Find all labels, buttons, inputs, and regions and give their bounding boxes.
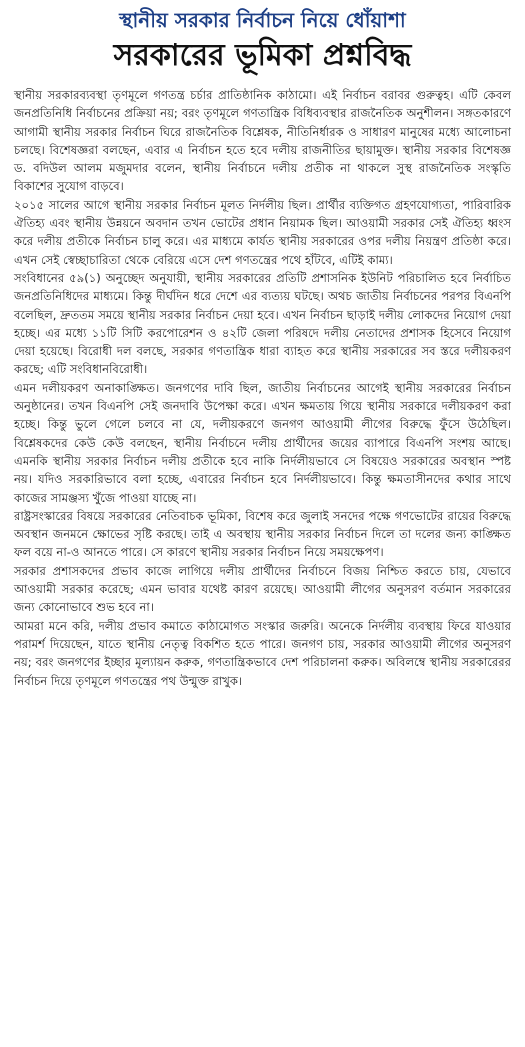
paragraph-5: রাষ্ট্রসংস্কারের বিষয়ে সরকারের নেতিবাচক ভূমিকা, বিশেষ করে জুলাই সনদের পক্ষে গণভোটের রায়ের বিরুদ্ধে অবস্থান জনমনে ক্ষোভের সৃষ্টি করছে। তাই এ অবস্থায় স্থানীয় সরকার নির্বাচন দিলে তা দলের জন্য কাঙ্ক্ষিত ফল বয়ে না-ও আনতে পারে। সে কারণে স্থানীয় সরকার নির্বাচন নিয়ে সময়ক্ষেপণ। [14,508,511,560]
article-body [14,86,511,690]
article-title: সরকারের ভূমিকা প্রশ্নবিদ্ধ [113,38,412,73]
paragraph-3: সংবিধানের ৫৯(১) অনুচ্ছেদ অনুযায়ী, স্থানীয় সরকারের প্রতিটি প্রশাসনিক ইউনিট পরিচালিত হবে নির্বাচিত জনপ্রতিনিধিদের মাধ্যমে। কিন্তু দীর্ঘদিন ধরে দেশে এর ব্যত্যয় ঘটছে। অথচ জাতীয় নির্বাচনের পরপর বিএনপি বলেছিল, দ্রুততম সময়ে স্থানীয় সরকার নির্বাচন দেয়া হবে। এখন নির্বাচন ছাড়াই দলীয় লোকদের নিয়োগ দেয়া হচ্ছে। এর মধ্যে ১১টি সিটি করপোরেশন ও ৪২টি জেলা পরিষদে দলীয় নেতাদের প্রশাসক হিসেবে নিয়োগ দেয়া হয়েছে। বিরোধী দল বলছে, সরকার গণতান্ত্রিক ধারা ব্যাহত করে স্থানীয় সরকারের সব স্তরে দলীয়করণ করছে; এটি সংবিধানবিরোধী। [14,270,511,377]
article-subtitle: স্থানীয় সরকার নির্বাচন নিয়ে ধোঁয়াশা [119,8,406,32]
paragraph-1: স্থানীয় সরকারব্যবস্থা তৃণমূলে গণতন্ত্র চর্চার প্রাতিষ্ঠানিক কাঠামো। এই নির্বাচন বরাবর গুরুত্বহ। এটি কেবল জনপ্রতিনিধি নির্বাচনের প্রক্রিয়া নয়; বরং তৃণমূলে গণতান্ত্রিক বিধিব্যবস্থার রাজনৈতিক অনুশীলন। সঙ্গতকারণে আগামী স্থানীয় সরকার নির্বাচন ঘিরে রাজনৈতিক বিশ্লেষক, নীতিনির্ধারক ও সাধারণ মানুষের মধ্যে আলোচনা চলছে। বিশেষজ্ঞরা বলছেন, এবার এ নির্বাচন হতে হবে দলীয় রাজনীতির ছায়ামুক্ত। স্থানীয় সরকার বিশেষজ্ঞ ড. বদিউল আলম মজুমদার বলেন, স্থানীয় নির্বাচনে দলীয় প্রতীক না থাকলে সুস্থ রাজনৈতিক সংস্কৃতি বিকাশের সুযোগ বাড়বে। [14,88,511,194]
paragraph-6: সরকার প্রশাসকদের প্রভাব কাজে লাগিয়ে দলীয় প্রার্থীদের নির্বাচনে বিজয় নিশ্চিত করতে চায়, যেভাবে আওয়ামী সরকার করেছে; এমন ভাবার যথেষ্ট কারণ রয়েছে। আওয়ামী লীগের অনুসরণ বর্তমান সরকারের জন্য কোনোভাবে শুভ হবে না। [14,563,511,615]
paragraph-2: ২০১৫ সালের আগে স্থানীয় সরকার নির্বাচন মূলত নির্দলীয় ছিল। প্রার্থীর ব্যক্তিগত গ্রহণযোগ্যতা, পারিবারিক ঐতিহ্য এবং স্থানীয় উন্নয়নে অবদান তখন ভোটের প্রধান নিয়ামক ছিল। আওয়ামী সরকার সেই ঐতিহ্য ধ্বংস করে দলীয় প্রতীকে নির্বাচন চালু করে। এর মাধ্যমে কার্যত স্থানীয় সরকারের ওপর দলীয় নিয়ন্ত্রণ প্রতিষ্ঠা করে। এখন সেই স্বেচ্ছাচারিতা থেকে বেরিয়ে এসে দেশ গণতন্ত্রের পথে হাঁটবে, এটিই কাম্য। [14,197,511,267]
paragraph-7: আমরা মনে করি, দলীয় প্রভাব কমাতে কাঠামোগত সংস্কার জরুরি। অনেকে নির্দলীয় ব্যবস্থায় ফিরে যাওয়ার পরামর্শ দিয়েছেন, যাতে স্থানীয় নেতৃত্ব বিকশিত হতে পারে। জনগণ চায়, সরকার আওয়ামী লীগের অনুসরণ নয়; বরং জনগণের ইচ্ছার মূল্যায়ন করুক, গণতান্ত্রিকভাবে দেশ পরিচালনা করুক। অবিলম্বে স্থানীয় সরকারেরর নির্বাচন দিয়ে তৃণমূলে গণতন্ত্রের পথ উন্মুক্ত রাখুক। [14,618,511,688]
paragraph-4: এমন দলীয়করণ অনাকাঙ্ক্ষিত। জনগণের দাবি ছিল, জাতীয় নির্বাচনের আগেই স্থানীয় সরকারের নির্বাচন অনুষ্ঠানের। তখন বিএনপি সেই জনদাবি উপেক্ষা করে। এখন ক্ষমতায় গিয়ে স্থানীয় সরকারে দলীয়করণ করা হচ্ছে। কিন্তু ভুলে গেলে চলবে না যে, দলীয়করণে জনগণ আওয়ামী লীগের বিরুদ্ধে ফুঁসে উঠেছিল। বিশ্লেষকদের কেউ কেউ বলছেন, স্থানীয় নির্বাচনে দলীয় প্রার্থীদের জয়ের ব্যাপারে বিএনপি সংশয় আছে। এমনকি স্থানীয় সরকার নির্বাচন দলীয় প্রতীকে হবে নাকি নির্দলীয়ভাবে সে বিষয়েও সরকারের অবস্থান স্পষ্ট নয়। যদিও সরকারিভাবে বলা হচ্ছে, এবারের নির্বাচন হবে নির্দলীয়ভাবে। কিন্তু ক্ষমতাসীনদের কথার সাথে কাজের সামঞ্জস্য খুঁজে পাওয়া যাচ্ছে না। [14,380,511,505]
